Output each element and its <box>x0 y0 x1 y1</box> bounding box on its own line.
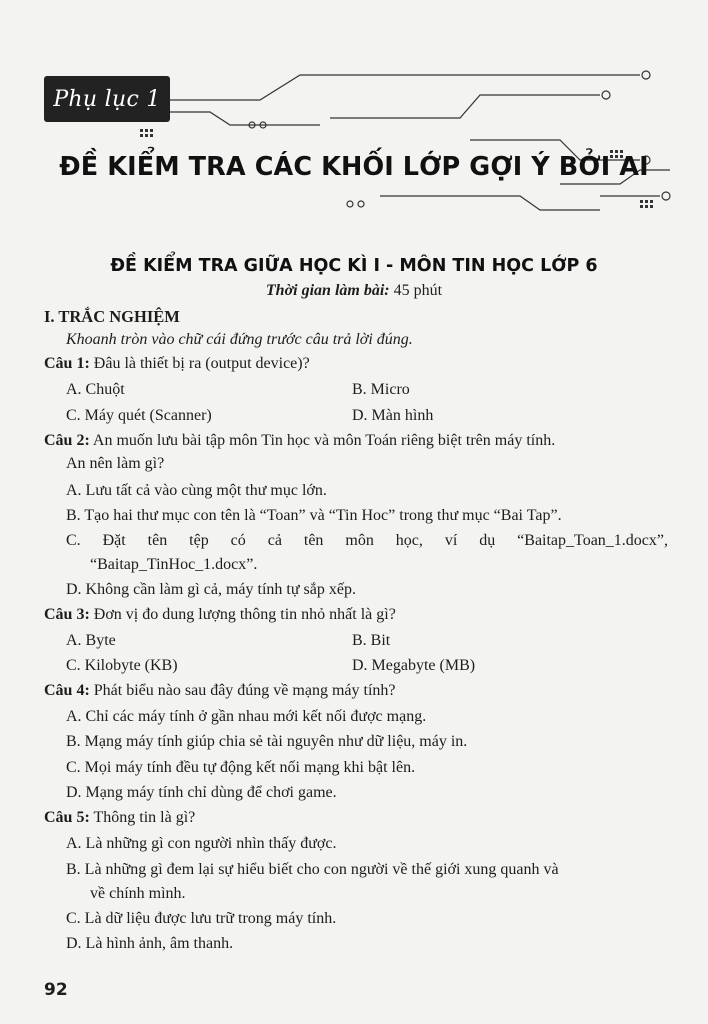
question-text: Đơn vị đo dung lượng thông tin nhỏ nhất là gì? <box>89 606 396 623</box>
question-label: Câu 2: <box>44 432 90 449</box>
option-1b: B. Micro <box>352 381 410 398</box>
option-5d: D. Là hình ảnh, âm thanh. <box>66 935 234 952</box>
section-title: I. TRẮC NGHIỆM <box>44 307 180 326</box>
option-2c: C. Đặt tên tệp có cả tên môn học, ví dụ “Baitap_Toan_1.docx”, <box>66 532 668 549</box>
option-3c: C. Kilobyte (KB) <box>66 657 178 674</box>
question-4 <box>44 681 396 701</box>
option-2d: D. Không cần làm gì cả, máy tính tự sắp xếp. <box>66 581 356 598</box>
option-1c: C. Máy quét (Scanner) <box>66 407 212 424</box>
option-4a: A. Chỉ các máy tính ở gần nhau mới kết nối được mạng. <box>66 708 427 725</box>
option-4b: B. Mạng máy tính giúp chia sẻ tài nguyên như dữ liệu, máy in. <box>66 733 468 750</box>
question-2-line2: An nên làm gì? <box>66 455 165 472</box>
option-2a: A. Lưu tất cả vào cùng một thư mục lớn. <box>66 482 327 499</box>
option-3b: B. Bit <box>352 632 391 649</box>
time-label: Thời gian làm bài: <box>265 282 390 299</box>
appendix-tag-label: Phụ lục 1 <box>53 86 161 112</box>
question-text: Thông tin là gì? <box>89 809 196 826</box>
question-text: An muốn lưu bài tập môn Tin học và môn Toán riêng biệt trên máy tính. <box>89 432 556 449</box>
option-4d: D. Mạng máy tính chỉ dùng để chơi game. <box>66 784 337 801</box>
question-label: Câu 4: <box>44 682 90 699</box>
question-text: Phát biểu nào sau đây đúng về mạng máy tính? <box>89 682 396 699</box>
option-4c: C. Mọi máy tính đều tự động kết nối mạng khi bật lên. <box>66 759 416 776</box>
question-2 <box>44 431 555 451</box>
option-5c: C. Là dữ liệu được lưu trữ trong máy tính. <box>66 910 337 927</box>
option-5b: B. Là những gì đem lại sự hiểu biết cho con người về thế giới xung quanh và <box>66 861 559 878</box>
option-5a: A. Là những gì con người nhìn thấy được. <box>66 835 337 852</box>
section-instruction: Khoanh tròn vào chữ cái đứng trước câu trả lời đúng. <box>66 331 413 348</box>
option-3d: D. Megabyte (MB) <box>352 657 476 674</box>
page-number: 92 <box>44 980 68 1000</box>
time-value: 45 phút <box>389 282 443 299</box>
question-1 <box>44 354 310 374</box>
exam-time <box>0 282 708 300</box>
option-1d: D. Màn hình <box>352 407 434 424</box>
exam-title: ĐỀ KIỂM TRA GIỮA HỌC KÌ I - MÔN TIN HỌC LỚP 6 <box>110 256 598 276</box>
question-5 <box>44 808 195 828</box>
option-2c-cont: “Baitap_TinHoc_1.docx”. <box>90 556 258 573</box>
question-text: Đâu là thiết bị ra (output device)? <box>89 355 310 372</box>
option-2b: B. Tạo hai thư mục con tên là “Toan” và “Tin Hoc” trong thư mục “Bai Tap”. <box>66 507 562 524</box>
question-label: Câu 5: <box>44 809 90 826</box>
option-1a: A. Chuột <box>66 381 125 398</box>
question-3 <box>44 605 396 625</box>
appendix-tag <box>44 76 170 122</box>
page-title: ĐỀ KIỂM TRA CÁC KHỐI LỚP GỢI Ý BỞI AI <box>59 152 649 182</box>
question-label: Câu 1: <box>44 355 90 372</box>
option-5b-cont: về chính mình. <box>90 885 186 902</box>
question-label: Câu 3: <box>44 606 90 623</box>
option-3a: A. Byte <box>66 632 116 649</box>
